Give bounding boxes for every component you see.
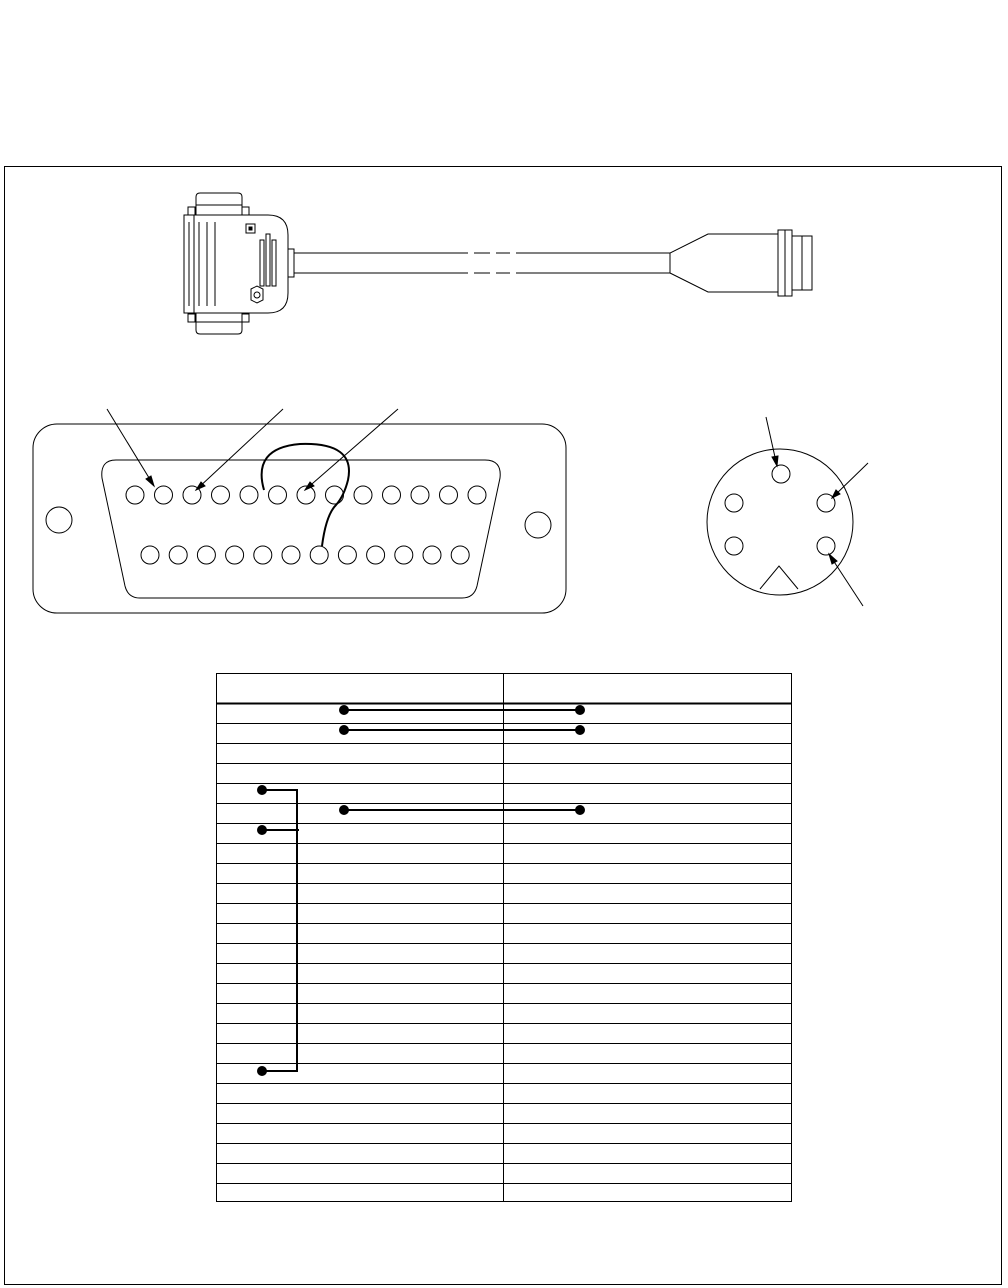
- cable-line: [294, 253, 670, 273]
- wiring-table: [217, 674, 792, 1202]
- circular-pin-lower-left: [725, 537, 743, 555]
- db25-bottom-pin-row: [141, 546, 469, 564]
- wire-dot: [340, 806, 349, 815]
- db25-pin-bottom-11: [423, 546, 441, 564]
- db25-jumper-wire: [262, 444, 349, 546]
- db25-pin-top-6: [269, 486, 287, 504]
- db25-male-connector-icon: [184, 193, 294, 334]
- circular-pin-top: [772, 465, 790, 483]
- wire-dot: [258, 786, 267, 795]
- wire-dot: [576, 806, 585, 815]
- 5-pin-circular-connector-icon: [670, 230, 812, 296]
- db25-pin-bottom-12: [451, 546, 469, 564]
- db25-pin-top-13: [468, 486, 486, 504]
- circular-connector-body: [707, 449, 853, 595]
- keying-triangle-icon: [760, 566, 798, 589]
- db25-pin-top-11: [411, 486, 429, 504]
- wire-dot: [576, 706, 585, 715]
- mounting-hole-right: [525, 512, 551, 538]
- db25-pin-bottom-7: [310, 546, 328, 564]
- db25-flange: [33, 424, 566, 613]
- circular-pin-lower-right: [817, 537, 835, 555]
- db25-shell: [102, 460, 500, 598]
- wire-dot: [340, 726, 349, 735]
- db25-pin-bottom-2: [169, 546, 187, 564]
- table-connections: [258, 706, 585, 1076]
- cable-side-view: [184, 193, 812, 334]
- wire-dot: [576, 726, 585, 735]
- db25-pin-bottom-4: [226, 546, 244, 564]
- db25-pin-bottom-10: [395, 546, 413, 564]
- db25-pin-top-2: [155, 486, 173, 504]
- db25-pin-bottom-5: [254, 546, 272, 564]
- db25-pin-bottom-3: [197, 546, 215, 564]
- db25-pin-top-4: [212, 486, 230, 504]
- db25-pin-top-5: [240, 486, 258, 504]
- loopback-wire: [262, 790, 297, 1071]
- db25-pin-top-8: [326, 486, 344, 504]
- db25-pin-bottom-8: [338, 546, 356, 564]
- db25-pin-bottom-6: [282, 546, 300, 564]
- db25-callouts: [107, 409, 398, 490]
- mounting-hole-left: [46, 507, 72, 533]
- db25-pin-top-1: [126, 486, 144, 504]
- db25-pin-bottom-9: [367, 546, 385, 564]
- db25-pin-top-10: [383, 486, 401, 504]
- circular-face-view: [707, 417, 868, 606]
- circular-pin-upper-left: [725, 494, 743, 512]
- db25-face-view: [33, 409, 566, 613]
- db25-pin-top-9: [354, 486, 372, 504]
- wire-dot: [258, 826, 267, 835]
- wire-dot: [258, 1067, 267, 1076]
- wire-dot: [340, 706, 349, 715]
- db25-pin-top-12: [440, 486, 458, 504]
- db25-pin-bottom-1: [141, 546, 159, 564]
